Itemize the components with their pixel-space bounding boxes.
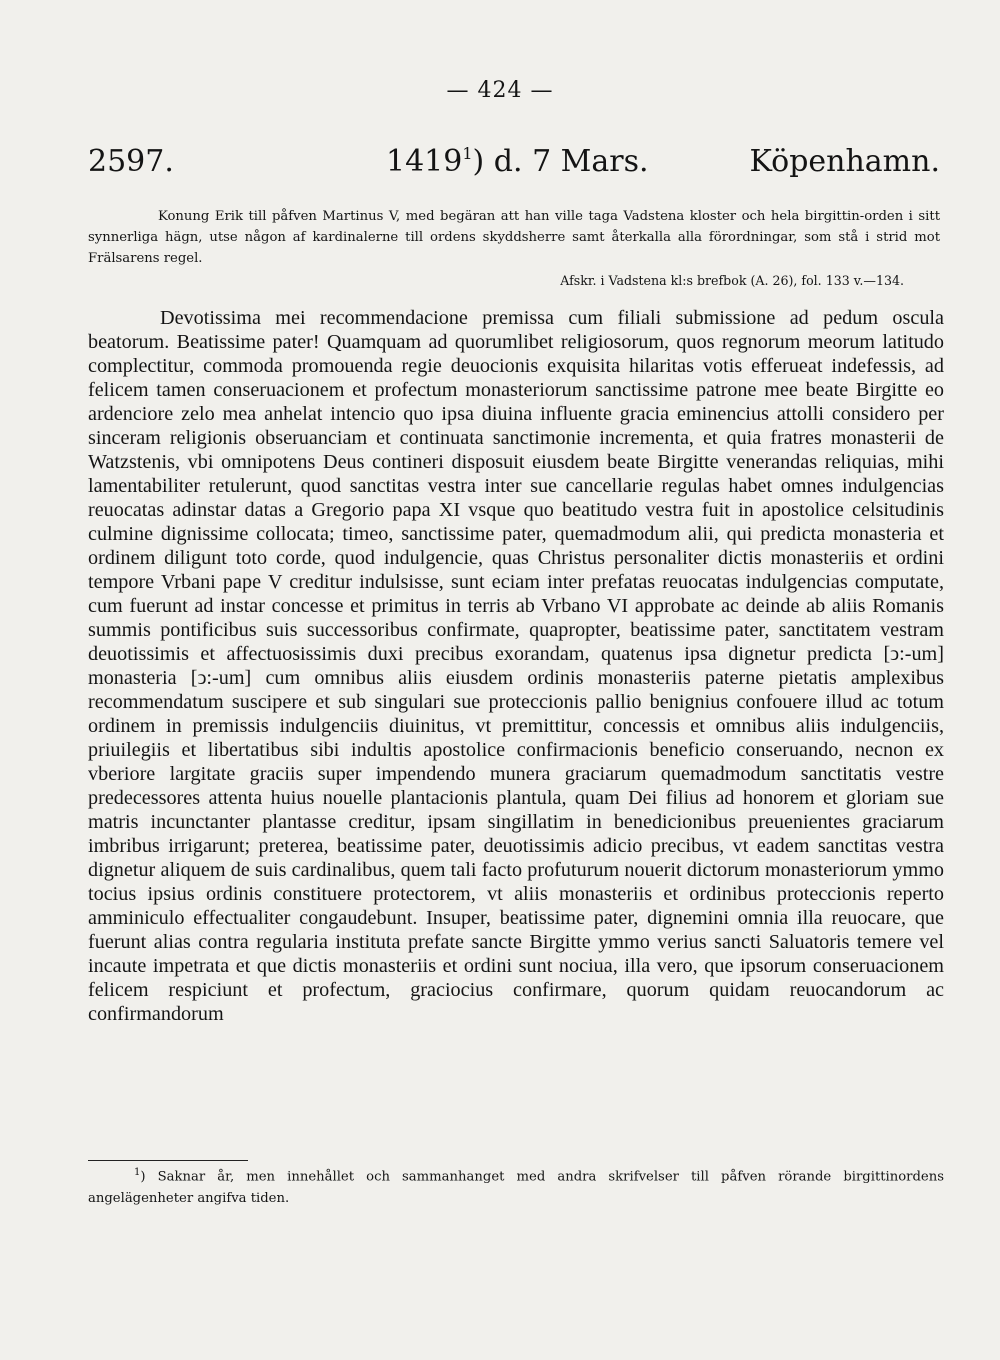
footnote-text: ) Saknar år, men innehållet och sammanhanget med andra skrifvelser till påfven rörande birgittinordens angelägenheter angifva tiden. [88,1169,944,1207]
date-year: 1419 [386,144,463,179]
body-paragraph: Devotissima mei recommendacione premissa cum filiali submissione ad pedum oscula beatorum. Beatissime pater! Quamquam ad quorumlibet religiosorum, quos regnorum meorum latitudo complectitur, commoda promouenda regie deuocionis exquisita hilaritas votis efferueat indefessis, ad felicem tamen conseruacionem et profectum monasteriorum sanctissime patrone mee beate Birgitte eo ardenciore zelo mea anhelat intencio quo ipsa diuina influente gracia eminencius attolli considero per sinceram religionis obseruanciam et continuata sanctimonie incrementa, et quia fratres monasterii de Watzstenis, vbi omnipotens Deus contineri disposuit eiusdem beate Birgitte venerandas reliquias, mihi lamentabiliter retulerunt, quod sanctitas vestra inter sue cancellarie regulas habet omnes indulgencias reuocatas adinstar datas a Gregorio papa XI vsque quo beatitudo vestra fuit in apostolice celsitudinis culmine dignissime collocata; timeo, sanctissime pater, quemadmodum alii, qui predicta monasteria et ordinem diligunt toto corde, quod indulgencie, quas Christus personaliter dictis monasteriis et ordini tempore Vrbani pape V creditur indulsisse, sunt eciam inter prefatas reuocatas indulgencias computate, cum fuerunt ad instar concesse et primitus in terris ab Vrbano VI approbate ac deinde ab aliis Romanis summis pontificibus suis successoribus confirmate, quapropter, beatissime pater, sanctitatem vestram deuotissimis et affectuosissimis duxi precibus exorandam, quatenus ipsa dignetur predicta [ↄ:-um] monasteria [ↄ:-um] cum omnibus aliis eiusdem ordinis monasteriis paterne pietatis amplexibus recommendatum suscipere et sub singulari sue proteccionis pallio benignius confouere illud ac totum ordinem in premissis indulgenciis diuinitus, vt premittitur, concessis et omnibus aliis indulgenciis, priuilegiis et libertatibus sibi indultis apostolice confirmacionis beneficio conseruando, necnon ex vberiore largitate graciis super impendendo munera graciarum quemadmodum sanctitatis vestre predecessores attenta huius nouelle plantacionis plantula, quam Dei filius ad honorem et gloriam sue matris incunctanter plantasse creditur, ipsam singillatim in benedicionibus preuenientes graciarum imbribus irrigarunt; preterea, beatissime pater, deuotissimis adicio precibus, vt eadem sanctitas vestra dignetur aliquem de suis cardinalibus, quem tali facto profuturum nouerit dictorum monasteriorum ymmo tocius ipsius ordinis constituere protectorem, vt aliis monasteriis et ordinibus proteccionis reperto amminiculo effectualiter congaudebunt. Insuper, beatissime pater, dignemini omnia illa reuocare, que fuerunt alias contra regularia instituta prefate sancte Birgitte ymmo verius sancti Saluatoris temere vel incaute impetrata et que dictis monasteriis et ordini sunt nociua, illa vero, que ipsorum conseruacionem felicem respiciunt et profectum, graciocius confirmare, quorum quidam reuocandorum ac confirmandorum [88,307,944,1025]
document-number: 2597. [88,144,174,179]
footnote-divider [88,1160,248,1161]
document-place: Köpenhamn. [749,144,940,179]
footnote [88,1162,944,1210]
date-rest: ) d. 7 Mars. [472,144,649,179]
footnote-reference: 1 [462,144,473,163]
document-body [88,306,944,1026]
document-heading [88,144,940,188]
page-number: — 424 — [446,78,554,103]
document-date [386,144,649,179]
document-summary: Konung Erik till påfven Martinus V, med begäran att han ville taga Vadstena kloster och hela birgittin-orden i sitt synnerliga hägn, utse någon af kardinalerne till ordens skyddsherre samt återkalla alla förordningar, som stå i strid mot Frälsarens regel. [88,209,940,266]
footnote-mark: 1 [134,1167,141,1178]
source-reference: Afskr. i Vadstena kl:s brefbok (A. 26), fol. 133 v.—134. [560,273,904,288]
